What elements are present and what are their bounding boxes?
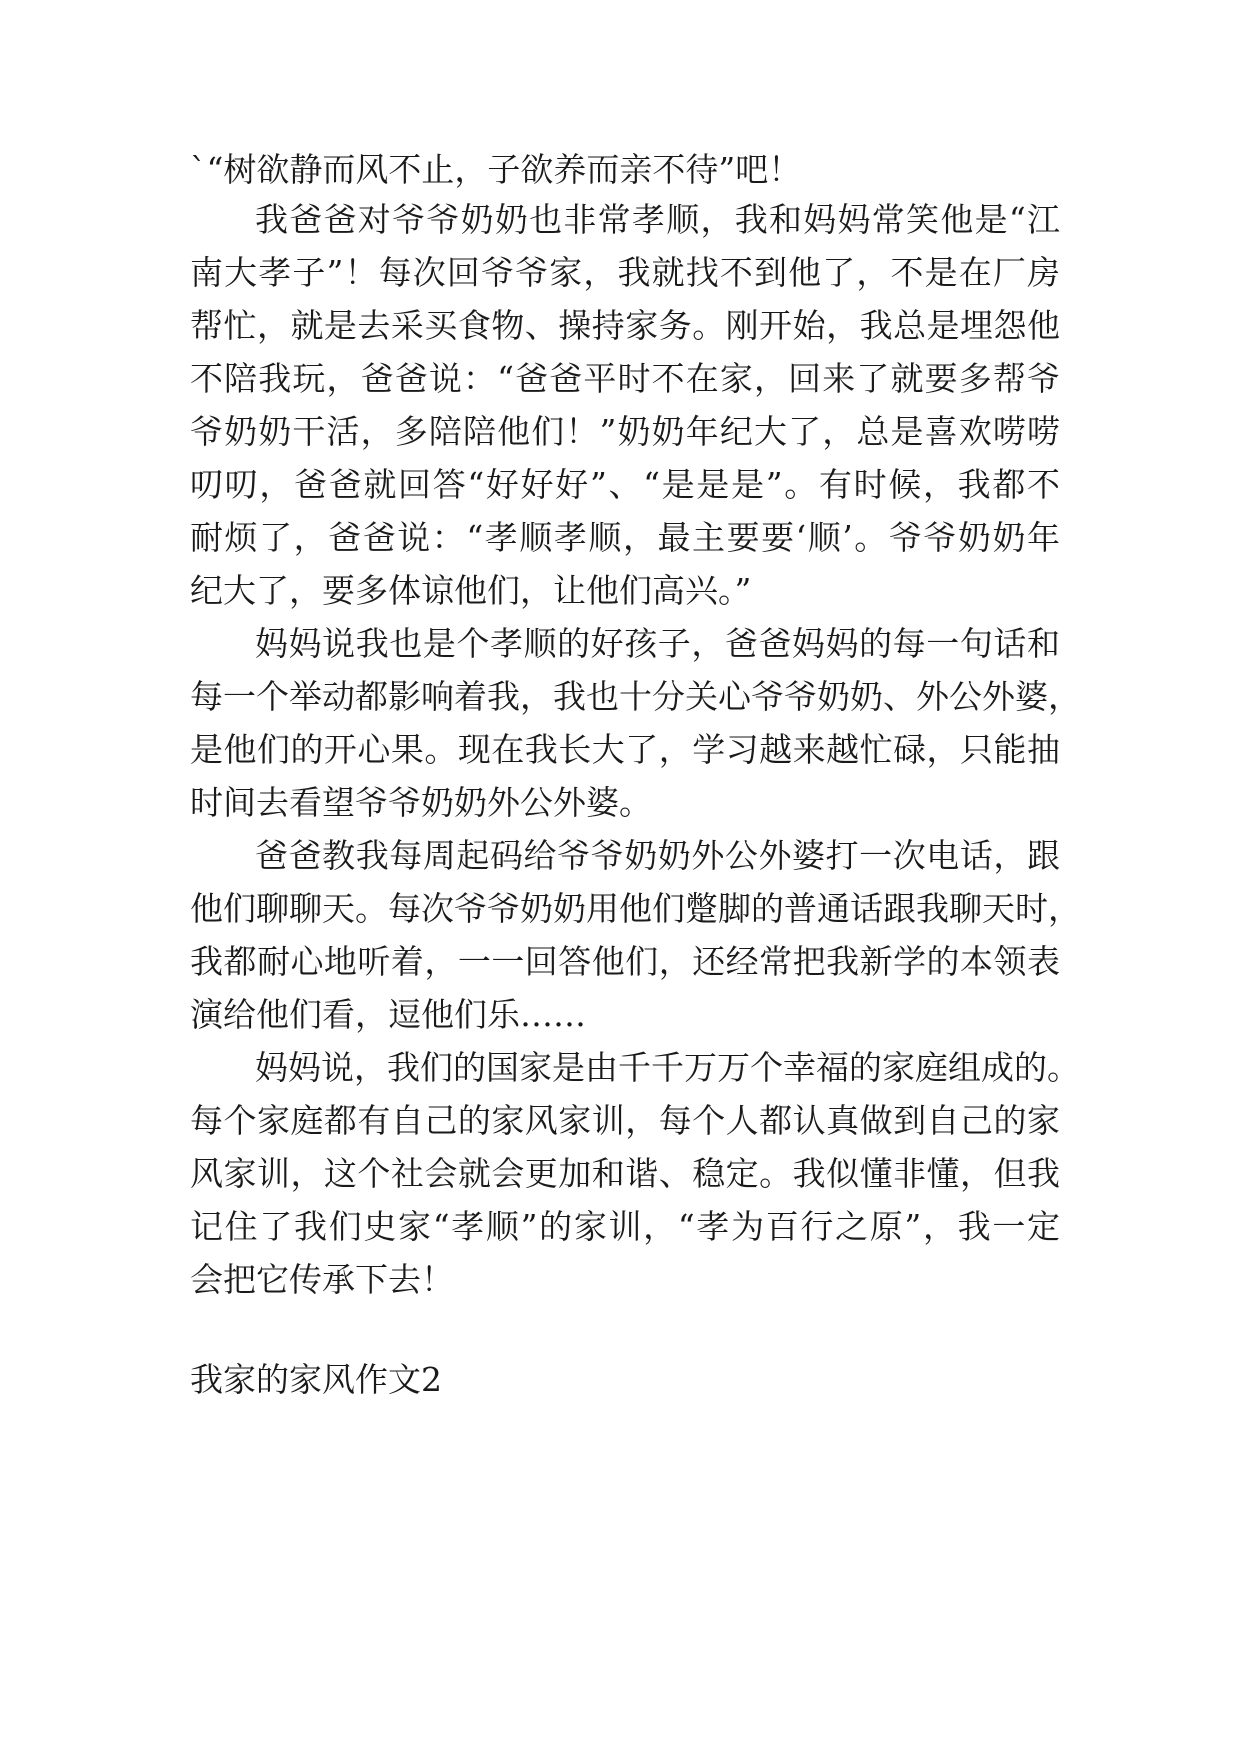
- text-line: 耐烦了，爸爸说：“孝顺孝顺，最主要要‘顺’。爷爷奶奶年: [190, 518, 1060, 557]
- text-line: 我都耐心地听着，一一回答他们，还经常把我新学的本领表: [190, 942, 1060, 981]
- text-line: 帮忙，就是去采买食物、操持家务。刚开始，我总是埋怨他: [190, 306, 1060, 345]
- text-line: 记住了我们史家“孝顺”的家训，“孝为百行之原”，我一定: [190, 1207, 1060, 1246]
- text-line: 叨叨，爸爸就回答“好好好”、“是是是”。有时候，我都不: [190, 465, 1060, 504]
- text-line: 时间去看望爷爷奶奶外公外婆。: [190, 783, 652, 822]
- paragraph-start-line: 我爸爸对爷爷奶奶也非常孝顺，我和妈妈常笑他是“江: [255, 200, 1060, 239]
- section-heading: 我家的家风作文2: [190, 1360, 442, 1399]
- text-line: 纪大了，要多体谅他们，让他们高兴。”: [190, 571, 752, 610]
- text-line: 不陪我玩，爸爸说：“爸爸平时不在家，回来了就要多帮爷: [190, 359, 1060, 398]
- text-line: 爷奶奶干活，多陪陪他们！”奶奶年纪大了，总是喜欢唠唠: [190, 412, 1060, 451]
- text-line: 会把它传承下去！: [190, 1260, 454, 1299]
- paragraph-start-line: 妈妈说，我们的国家是由千千万万个幸福的家庭组成的。: [255, 1048, 1080, 1087]
- text-line: 每个家庭都有自己的家风家训，每个人都认真做到自己的家: [190, 1101, 1060, 1140]
- text-line: 每一个举动都影响着我，我也十分关心爷爷奶奶、外公外婆，: [190, 677, 1081, 716]
- text-line: 他们聊聊天。每次爷爷奶奶用他们蹩脚的普通话跟我聊天时，: [190, 889, 1081, 928]
- text-line: 南大孝子”！每次回爷爷家，我就找不到他了，不是在厂房: [190, 253, 1060, 292]
- text-line: 演给他们看，逗他们乐……: [190, 995, 586, 1034]
- text-line: `“树欲静而风不止，子欲养而亲不待”吧！: [190, 150, 802, 189]
- paragraph-start-line: 爸爸教我每周起码给爷爷奶奶外公外婆打一次电话，跟: [255, 836, 1060, 875]
- text-line: 风家训，这个社会就会更加和谐、稳定。我似懂非懂，但我: [190, 1154, 1060, 1193]
- text-line: 是他们的开心果。现在我长大了，学习越来越忙碌，只能抽: [190, 730, 1060, 769]
- paragraph-start-line: 妈妈说我也是个孝顺的好孩子，爸爸妈妈的每一句话和: [255, 624, 1060, 663]
